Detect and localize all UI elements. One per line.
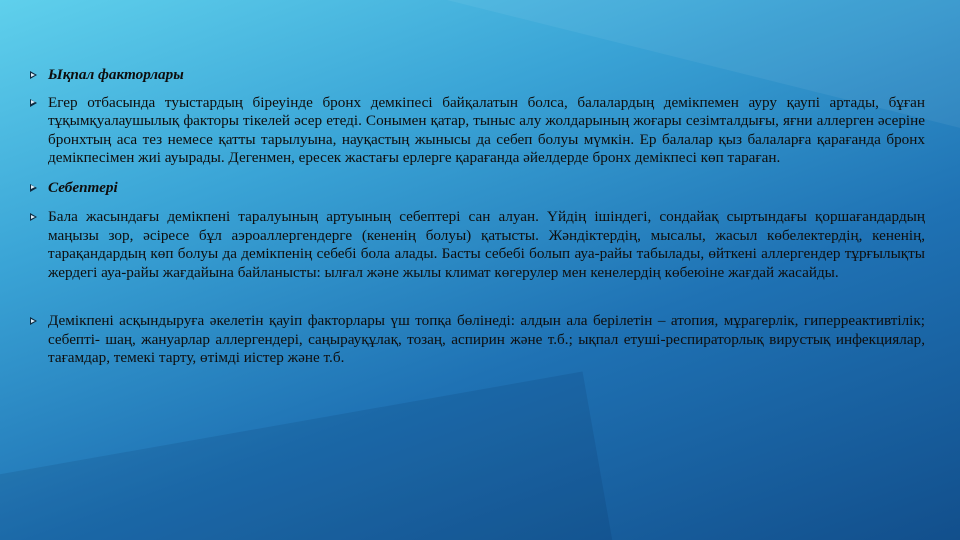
paragraph-family-factors: Егер отбасында туыстардың біреуінде бронх демкіпесі байқалатын болса, балалардың демікпемен ауру қаупі артады, бұған тұқымқуалаушылық факторы тікелей әсер етеді. Сонымен қатар, тыныс алу жолдарының жоғары сезімталдығы, яғни аллерген әсеріне бронхтың аса тез немесе қатты тарылуына, науқастың жынысы да себеп болуы мүмкін. Ер балалар қыз балаларға қарағанда бронх демікпесімен жиі ауырады. Дегенмен, ересек жастағы ерлерге қарағанда әйелдерде бронх демікпесі көп тараған.: [48, 93, 925, 166]
bullet-item-risk-groups: [30, 312, 925, 368]
background-shape-bottom: [0, 372, 645, 540]
bullet-item-influence-factors: [30, 66, 925, 85]
paragraph-causes-detail: Бала жасындағы демікпені таралуының артуының себептері сан алуан. Үйдің ішіндегі, сондайақ сыртындағы қоршағандардың маңызы зор, әсіресе бұл аэроаллергендерге (кененің болуы) қатысты. Жәндіктердің, мысалы, жасыл көбелектердің, кененің, тарақандардың көп болуы да демікпенің себебі бола алады. Басты себебі болып ауа-райы табылады, өйткені аллергендер тұрғылықты жердегі ауа-райы жағдайына байланысты: ылғал және жылы климат көгерулер мен кенелердің көбеюіне жағдай жасайды.: [48, 208, 925, 281]
heading-causes: Себептері: [48, 178, 118, 196]
arrow-bullet-icon: [30, 184, 37, 192]
heading-influence-factors: Ықпал факторлары: [48, 66, 184, 83]
bullet-item-family-factors: [30, 94, 925, 168]
bullet-item-causes: [30, 179, 925, 198]
paragraph-risk-groups: Демікпені асқындыруға әкелетін қауіп факторлары үш топқа бөлінеді: алдын ала берілетін – атопия, мұрагерлік, гиперреактивтілік; себепті- шаң, жануарлар аллергендері, саңырауқұлақ, тозаң, аспирин және т.б.; ықпал етуші-респираторлық вирустық инфекциялар, тағамдар, темекі тарту, өтімді иістер және т.б.: [48, 312, 925, 366]
arrow-bullet-icon: [30, 99, 37, 107]
slide-content: [30, 66, 925, 368]
arrow-bullet-icon: [30, 317, 37, 325]
arrow-bullet-icon: [30, 213, 37, 221]
bullet-item-causes-detail: [30, 208, 925, 282]
arrow-bullet-icon: [30, 71, 37, 79]
